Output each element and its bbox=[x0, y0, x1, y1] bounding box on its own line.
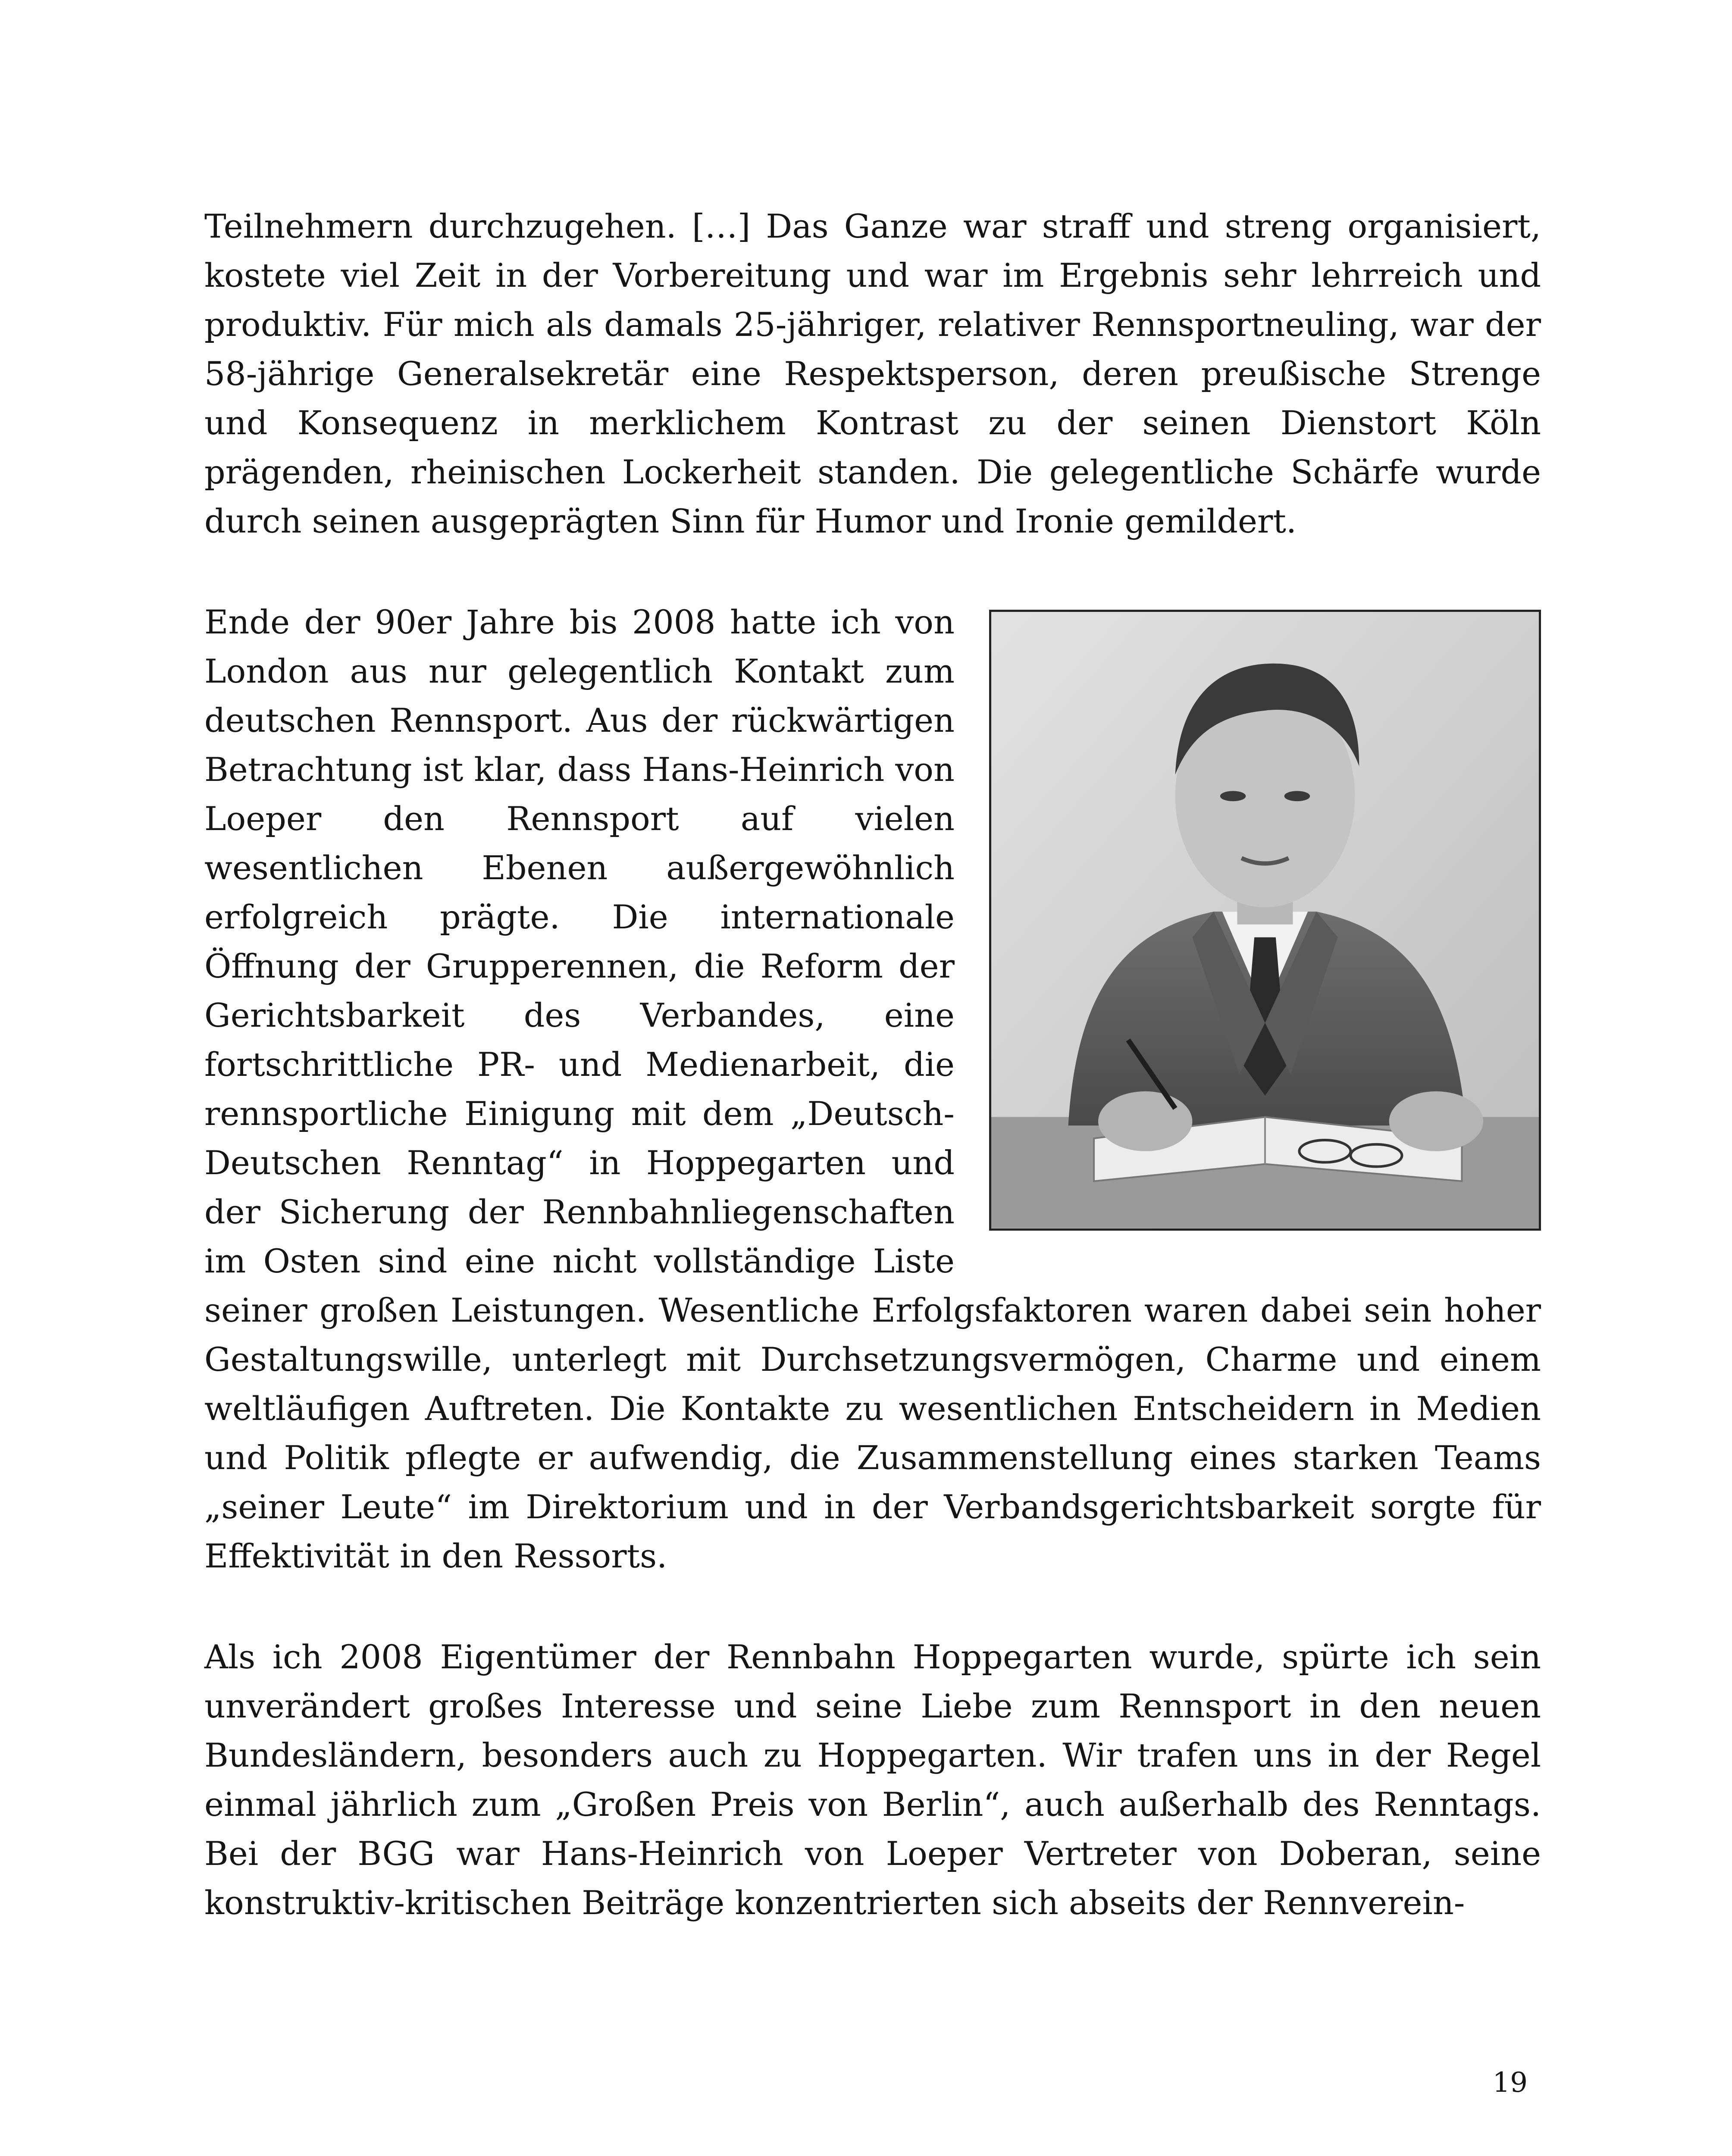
document-page bbox=[204, 202, 1541, 2099]
paragraph-3: Als ich 2008 Eigentümer der Rennbahn Hoppegarten wurde, spürte ich sein unverändert großes Interesse und seine Liebe zum Rennsport in den neuen Bundesländern, besonders auch zu Hoppegarten. Wir trafen uns in der Regel einmal jährlich zum „Großen Preis von Berlin“, auch außerhalb des Renntags. Bei der BGG war Hans-Heinrich von Loeper Vertreter von Doberan, seine konstruktiv-kritischen Beiträge konzentrierten sich abseits der Rennverein- bbox=[204, 1638, 1541, 1922]
page-number: 19 bbox=[1492, 2067, 1528, 2099]
paragraph-1: Teilnehmern durchzugehen. […] Das Ganze war straff und streng organisiert, kostete viel Zeit in der Vorbereitung und war im Ergebnis sehr lehrreich und produktiv. Für mich als damals 25-jähriger, relativer Rennsportneuling, war der 58-jährige Generalsekretär eine Respektsperson, deren preußische Strenge und Konsequenz in merklichem Kontrast zu der seinen Dienstort Köln prägenden, rheinischen Lockerheit standen. Die gelegentliche Schärfe wurde durch seinen ausgeprägten Sinn für Humor und Ironie gemildert. bbox=[204, 207, 1541, 540]
portrait-illustration bbox=[991, 612, 1539, 1228]
portrait-photo bbox=[989, 610, 1541, 1231]
paragraph-2: Ende der 90er Jahre bis 2008 hatte ich von London aus nur gelegentlich Kontakt zum deutschen Rennsport. Aus der rückwärtigen Betrachtung ist klar, dass Hans-Heinrich von Loeper den Rennsport auf vielen wesentlichen Ebenen außergewöhnlich erfolgreich prägte. Die internationale Öffnung der Grupperennen, die Reform der Gerichtsbarkeit des Verbandes, eine fortschrittliche PR- und Medienarbeit, die rennsportliche Einigung mit dem „Deutsch-Deutschen Renntag“ in Hoppegarten und der Sicherung der Rennbahnliegenschaften im Osten sind eine nicht vollständige Liste seiner großen Leistungen. Wesentliche Erfolgsfaktoren waren dabei sein hoher Gestaltungswille, unterlegt mit Durchsetzungsvermögen, Charme und einem weltläufigen Auftreten. Die Kontakte zu wesentlichen Entscheidern in Medien und Politik pflegte er aufwendig, die Zusammenstellung eines starken Teams „seiner Leute“ im Direktorium und in der Verbandsgerichtsbarkeit sorgte für Effektivität in den Ressorts. bbox=[204, 603, 1541, 1575]
